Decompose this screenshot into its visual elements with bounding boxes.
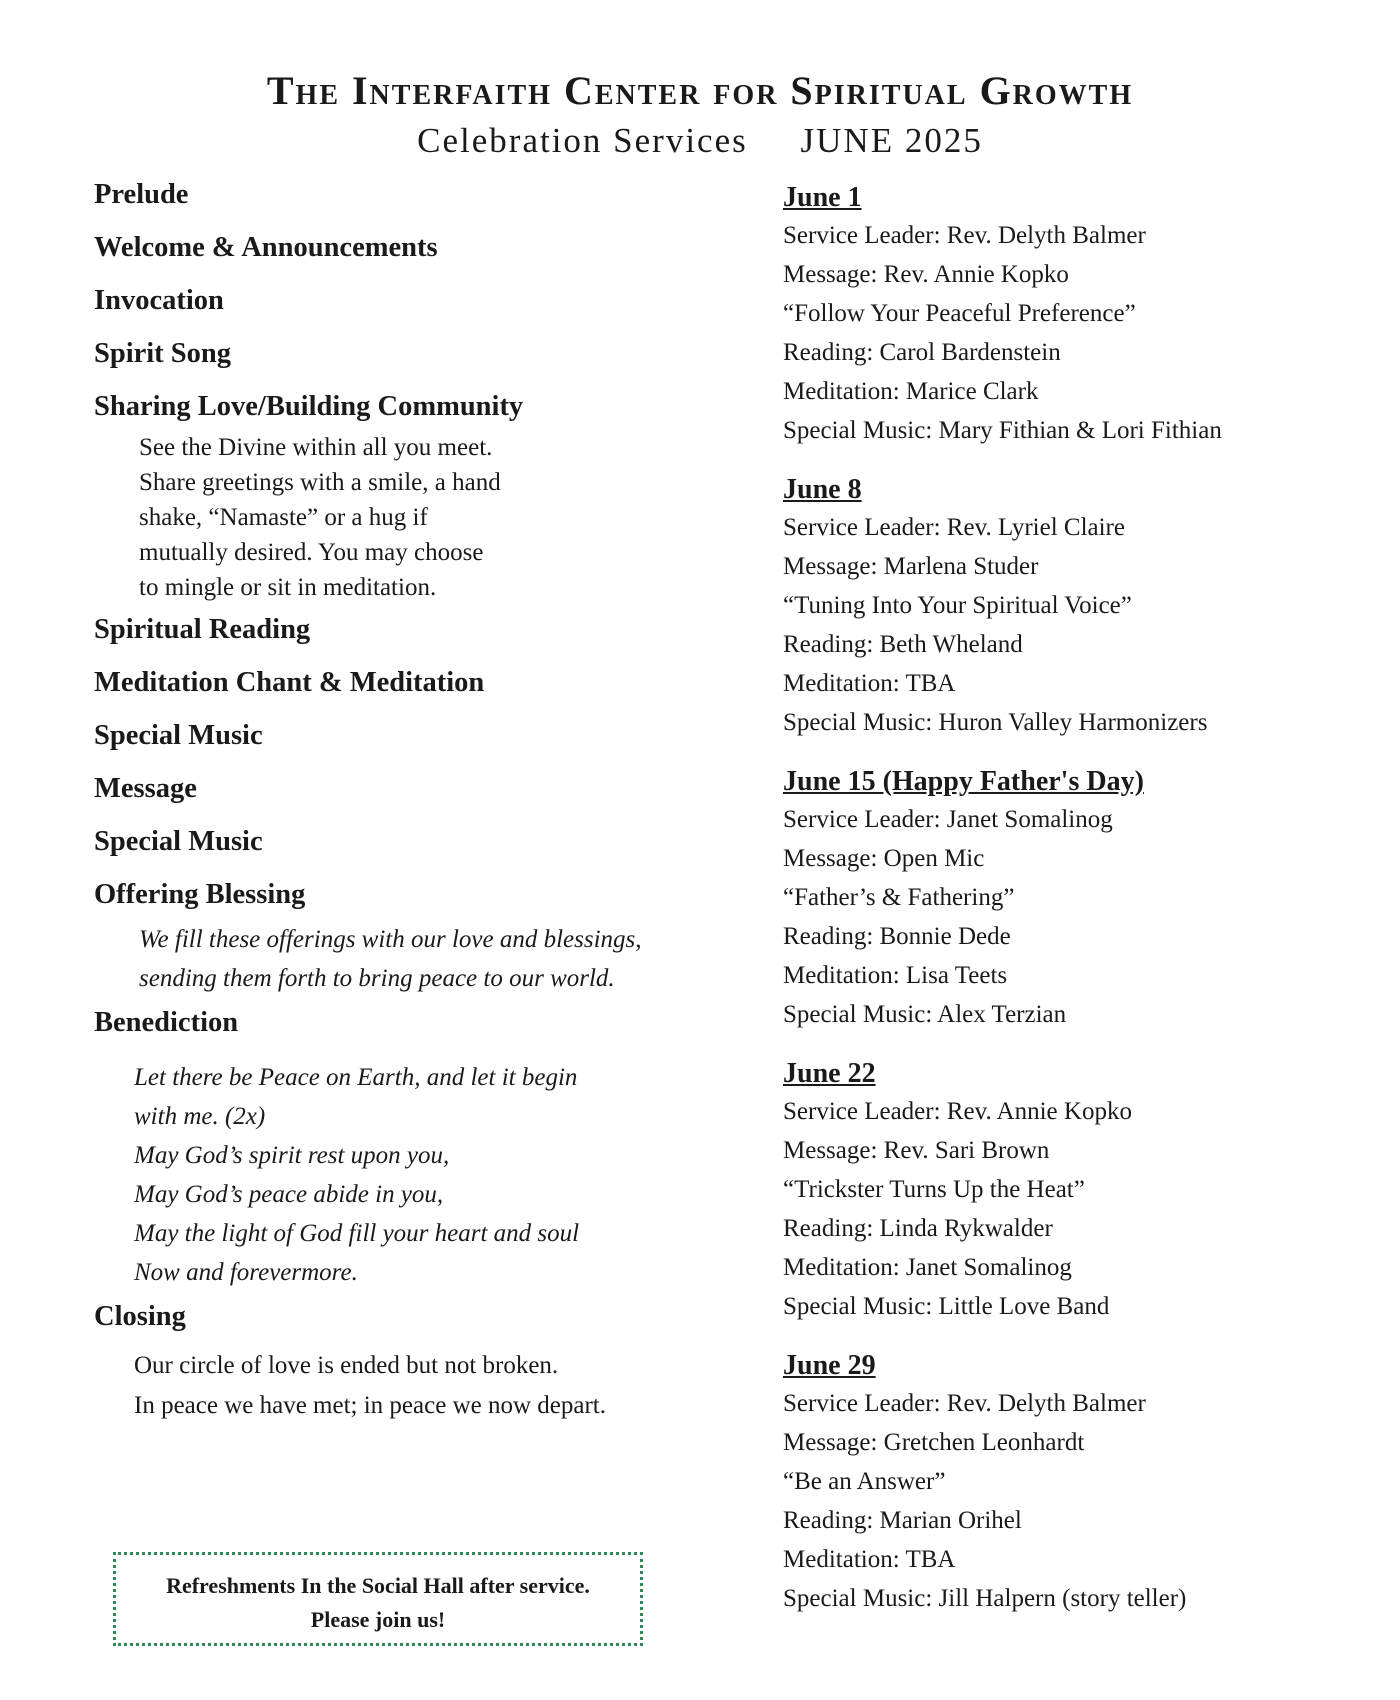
service-line: Special Music: Huron Valley Harmonizers: [783, 709, 1208, 736]
service-line: Service Leader: Rev. Delyth Balmer: [783, 1390, 1146, 1417]
service-block: [783, 1348, 1383, 1618]
refreshments-box: [113, 1552, 643, 1646]
offering-text: [139, 920, 694, 998]
service-line: Special Music: Mary Fithian & Lori Fithian: [783, 417, 1222, 444]
service-date: June 15 (Happy Father's Day): [783, 766, 1144, 797]
service-block: [783, 1056, 1383, 1326]
refreshments-line: Refreshments In the Social Hall after service.: [166, 1573, 590, 1598]
order-of-service: [94, 178, 694, 1426]
service-line: Special Music: Jill Halpern (story teller): [783, 1585, 1187, 1612]
service-line: Message: Gretchen Leonhardt: [783, 1429, 1085, 1456]
text-line: mutually desired. You may choose: [139, 539, 484, 566]
page-header: [0, 68, 1400, 162]
service-line: “Trickster Turns Up the Heat”: [783, 1176, 1085, 1203]
service-line: Service Leader: Rev. Lyriel Claire: [783, 514, 1125, 541]
welcome-heading: Welcome & Announcements: [94, 232, 438, 263]
text-line: May the light of God fill your heart and soul: [134, 1220, 580, 1247]
service-date: June 22: [783, 1058, 876, 1089]
service-line: “Tuning Into Your Spiritual Voice”: [783, 592, 1132, 619]
offering-heading: Offering Blessing: [94, 879, 306, 910]
service-line: Meditation: Janet Somalinog: [783, 1254, 1072, 1281]
text-line: Let there be Peace on Earth, and let it begin: [134, 1064, 578, 1091]
service-date: June 8: [783, 474, 862, 505]
closing-text: [134, 1346, 694, 1426]
text-line: In peace we have met; in peace we now depart.: [134, 1392, 606, 1419]
spirit-song-heading: Spirit Song: [94, 338, 232, 369]
special-music-heading: Special Music: [94, 826, 263, 857]
service-line: Service Leader: Rev. Annie Kopko: [783, 1098, 1132, 1125]
meditation-heading: Meditation Chant & Meditation: [94, 667, 485, 698]
service-line: Service Leader: Janet Somalinog: [783, 806, 1113, 833]
service-line: Reading: Bonnie Dede: [783, 923, 1011, 950]
closing-heading: Closing: [94, 1301, 186, 1332]
service-line: Message: Open Mic: [783, 845, 985, 872]
service-date: June 29: [783, 1350, 876, 1381]
message-heading: Message: [94, 773, 197, 804]
sharing-heading: Sharing Love/Building Community: [94, 391, 524, 422]
text-line: May God’s spirit rest upon you,: [134, 1142, 450, 1169]
text-line: See the Divine within all you meet.: [139, 434, 493, 461]
month-label: JUNE 2025: [800, 121, 983, 160]
text-line: to mingle or sit in meditation.: [139, 574, 437, 601]
service-line: Special Music: Alex Terzian: [783, 1001, 1067, 1028]
text-line: with me. (2x): [134, 1103, 266, 1130]
text-line: Our circle of love is ended but not broken.: [134, 1352, 559, 1379]
service-block: [783, 472, 1383, 742]
refreshments-line: Please join us!: [310, 1607, 446, 1632]
sharing-text: [139, 430, 694, 605]
service-block: [783, 764, 1383, 1034]
service-line: Meditation: TBA: [783, 1546, 956, 1573]
service-line: Message: Rev. Sari Brown: [783, 1137, 1050, 1164]
service-line: “Follow Your Peaceful Preference”: [783, 300, 1136, 327]
text-line: shake, “Namaste” or a hug if: [139, 504, 428, 531]
service-line: Service Leader: Rev. Delyth Balmer: [783, 222, 1146, 249]
service-line: Message: Marlena Studer: [783, 553, 1039, 580]
service-line: Reading: Linda Rykwalder: [783, 1215, 1053, 1242]
service-line: Meditation: TBA: [783, 670, 956, 697]
prelude-heading: Prelude: [94, 179, 189, 210]
service-line: Reading: Beth Wheland: [783, 631, 1023, 658]
service-line: “Be an Answer”: [783, 1468, 946, 1495]
text-line: sending them forth to bring peace to our world.: [139, 965, 615, 992]
benediction-text: [134, 1058, 694, 1292]
text-line: May God’s peace abide in you,: [134, 1181, 444, 1208]
benediction-heading: Benediction: [94, 1007, 239, 1038]
page-subtitle: [0, 120, 1400, 162]
service-line: Message: Rev. Annie Kopko: [783, 261, 1069, 288]
service-line: “Father’s & Fathering”: [783, 884, 1015, 911]
service-date: June 1: [783, 182, 862, 213]
service-schedule: [783, 180, 1383, 1640]
service-line: Meditation: Lisa Teets: [783, 962, 1008, 989]
subtitle-text: Celebration Services: [417, 121, 748, 160]
service-line: Reading: Carol Bardenstein: [783, 339, 1061, 366]
service-block: [783, 180, 1383, 450]
service-line: Meditation: Marice Clark: [783, 378, 1039, 405]
page-title: The Interfaith Center for Spiritual Growth: [266, 68, 1134, 113]
text-line: Share greetings with a smile, a hand: [139, 469, 501, 496]
service-line: Reading: Marian Orihel: [783, 1507, 1022, 1534]
text-line: Now and forevermore.: [134, 1259, 358, 1286]
service-line: Special Music: Little Love Band: [783, 1293, 1110, 1320]
spiritual-reading-heading: Spiritual Reading: [94, 614, 311, 645]
special-music-heading: Special Music: [94, 720, 263, 751]
invocation-heading: Invocation: [94, 285, 224, 316]
text-line: We fill these offerings with our love and blessings,: [139, 926, 642, 953]
